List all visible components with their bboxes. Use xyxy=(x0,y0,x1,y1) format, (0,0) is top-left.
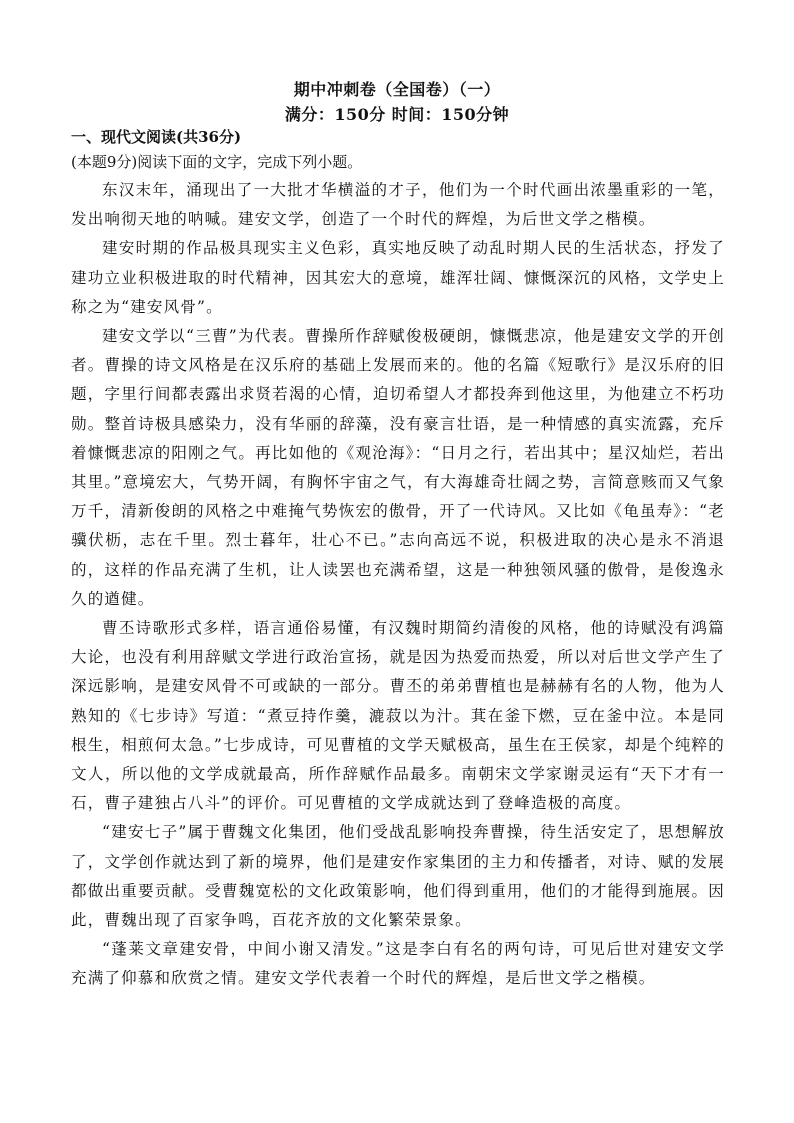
exam-subtitle: 满分：150分 时间：150分钟 xyxy=(284,105,510,124)
exam-title: 期中冲刺卷（全国卷）（一） xyxy=(293,80,501,99)
section-heading: 一、现代文阅读(共36分) xyxy=(71,128,242,146)
passage-paragraph-4: 曹丕诗歌形式多样，语言通俗易懂，有汉魏时期简约清俊的风格，他的诗赋没有鸿篇大论，也没有利用辞赋文学进行政治宣扬，就是因为热爱而热爱，所以对后世文学产生了深远影响，是建安风骨不可或缺的一部分。曹丕的弟弟曹植也是赫赫有名的人物，他为人熟知的《七步诗》写道：“煮豆持作羹，漉菽以为汁。萁在釜下燃，豆在釜中泣。本是同根生，相煎何太急。”七步成诗，可见曹植的文学天赋极高，虽生在王侯家，却是个纯粹的文人，所以他的文学成就最高，所作辞赋作品最多。南朝宋文学家谢灵运有“天下才有一石，曹子建独占八斗”的评价。可见曹植的文学成就达到了登峰造极的高度。 xyxy=(71,619,725,813)
section-instruction: (本题9分)阅读下面的文字，完成下列小题。 xyxy=(71,153,363,171)
passage-paragraph-1: 东汉末年，涌现出了一大批才华横溢的才子，他们为一个时代画出浓墨重彩的一笔，发出响彻天地的呐喊。建安文学，创造了一个时代的辉煌，为后世文学之楷模。 xyxy=(71,181,725,229)
passage-paragraph-5: “建安七子”属于曹魏文化集团，他们受战乱影响投奔曹操，待生活安定了，思想解放了，文学创作就达到了新的境界，他们是建安作家集团的主力和传播者，对诗、赋的发展都做出重要贡献。受曹魏宽松的文化政策影响，他们得到重用，他们的才能得到施展。因此，曹魏出现了百家争鸣，百花齐放的文化繁荣景象。 xyxy=(71,823,725,930)
passage-paragraph-2: 建安时期的作品极具现实主义色彩，真实地反映了动乱时期人民的生活状态，抒发了建功立业积极进取的时代精神，因其宏大的意境，雄浑壮阔、慷慨深沉的风格，文学史上称之为“建安风骨”。 xyxy=(71,239,725,316)
passage-paragraph-6: “蓬莱文章建安骨，中间小谢又清发。”这是李白有名的两句诗，可见后世对建安文学充满了仰慕和欣赏之情。建安文学代表着一个时代的辉煌，是后世文学之楷模。 xyxy=(71,940,725,988)
reading-passage xyxy=(71,176,725,994)
passage-paragraph-3: 建安文学以“三曹”为代表。曹操所作辞赋俊极硬朗，慷慨悲凉，他是建安文学的开创者。曹操的诗文风格是在汉乐府的基础上发展而来的。他的名篇《短歌行》是汉乐府的旧题，字里行间都表露出求贤若渴的心情，迫切希望人才都投奔到他这里，为他建立不朽功勋。整首诗极具感染力，没有华丽的辞藻，没有豪言壮语，是一种情感的真实流露，充斥着慷慨悲凉的阳刚之气。再比如他的《观沧海》：“日月之行，若出其中；星汉灿烂，若出其里。”意境宏大，气势开阔，有胸怀宇宙之气，有大海雄奇壮阔之势，言简意赅而又气象万千，清新俊朗的风格之中难掩气势恢宏的傲骨，开了一代诗风。又比如《龟虽寿》：“老骥伏枥，志在千里。烈士暮年，壮心不已。”志向高远不说，积极进取的决心是永不消退的，这样的作品充满了生机，让人读罢也充满希望，这是一种独领风骚的傲骨，是俊逸永久的遒健。 xyxy=(71,327,725,608)
